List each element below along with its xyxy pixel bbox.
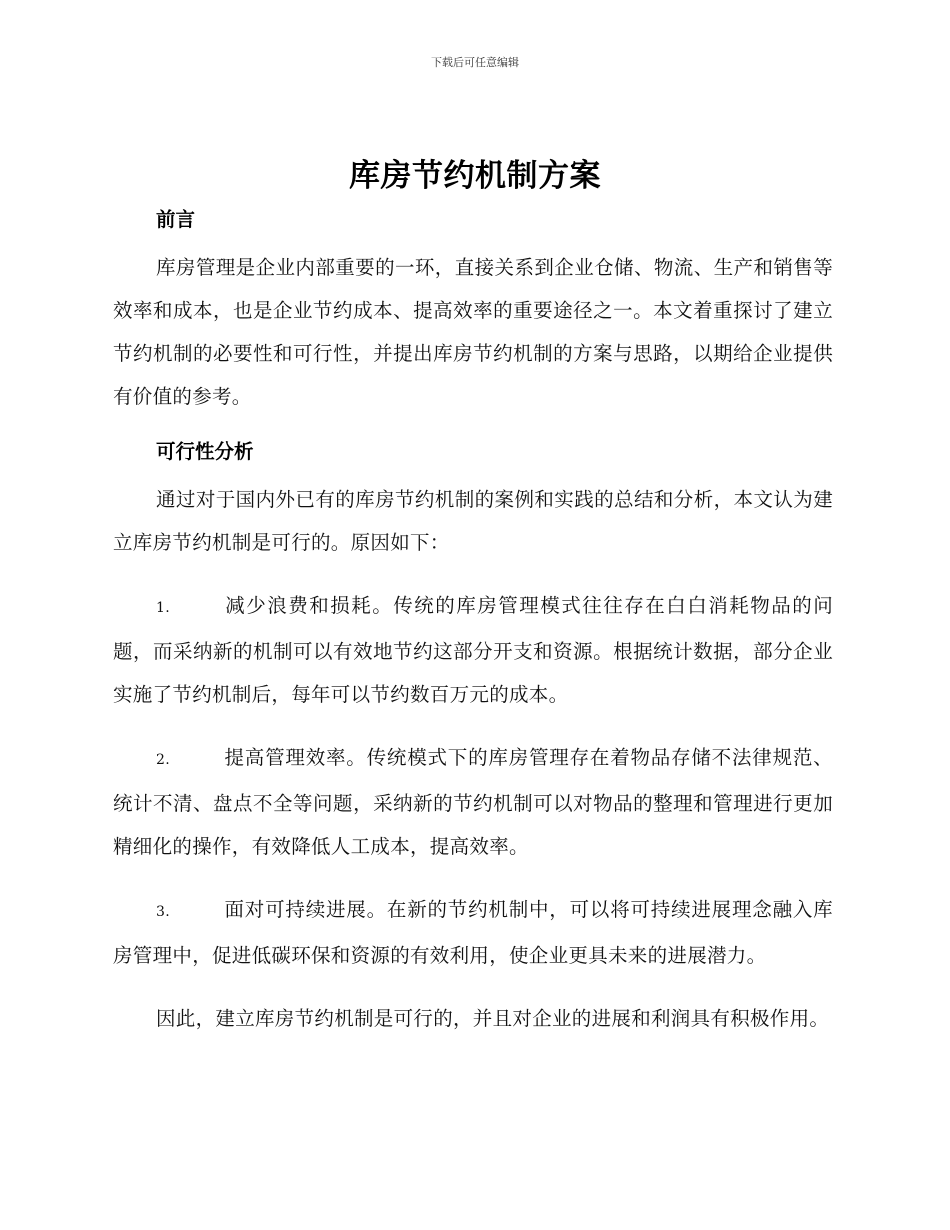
preface-paragraph: 库房管理是企业内部重要的一环，直接关系到企业仓储、物流、生产和销售等效率和成本，也是企业节约成本、提高效率的重要途径之一。本文着重探讨了建立节约机制的必要性和可行性，并提出库房节约机制的方案与思路，以期给企业提供有价值的参考。 [113, 256, 833, 408]
section-heading-feasibility: 可行性分析 [156, 440, 254, 463]
list-item-text: 面对可持续进展。在新的节约机制中，可以将可持续进展理念融入库房管理中，促进低碳环保和资源的有效利用，使企业更具未来的进展潜力。 [113, 898, 833, 967]
feasibility-intro-paragraph: 通过对于国内外已有的库房节约机制的案例和实践的总结和分析，本文认为建立库房节约机制是可行的。原因如下： [113, 488, 833, 554]
list-item [113, 736, 833, 868]
section-heading-preface: 前言 [156, 208, 196, 231]
list-item [113, 888, 833, 977]
feasibility-conclusion-paragraph: 因此，建立库房节约机制是可行的，并且对企业的进展和利润具有积极作用。 [156, 1007, 830, 1030]
document-body [113, 204, 833, 1040]
list-item-number: 1. [156, 600, 170, 616]
list-item-number: 2. [156, 752, 170, 768]
header-note: 下载后可任意编辑 [431, 56, 519, 69]
list-item [113, 584, 833, 716]
list-item-text: 提高管理效率。传统模式下的库房管理存在着物品存储不法律规范、统计不清、盘点不全等问题，采纳新的节约机制可以对物品的整理和管理进行更加精细化的操作，有效降低人工成本，提高效率。 [113, 746, 833, 858]
document-title: 库房节约机制方案 [349, 158, 601, 194]
list-item-number: 3. [156, 904, 170, 920]
list-item-text: 减少浪费和损耗。传统的库房管理模式往往存在白白消耗物品的问题，而采纳新的机制可以有效地节约这部分开支和资源。根据统计数据，部分企业实施了节约机制后，每年可以节约数百万元的成本。 [113, 594, 833, 706]
